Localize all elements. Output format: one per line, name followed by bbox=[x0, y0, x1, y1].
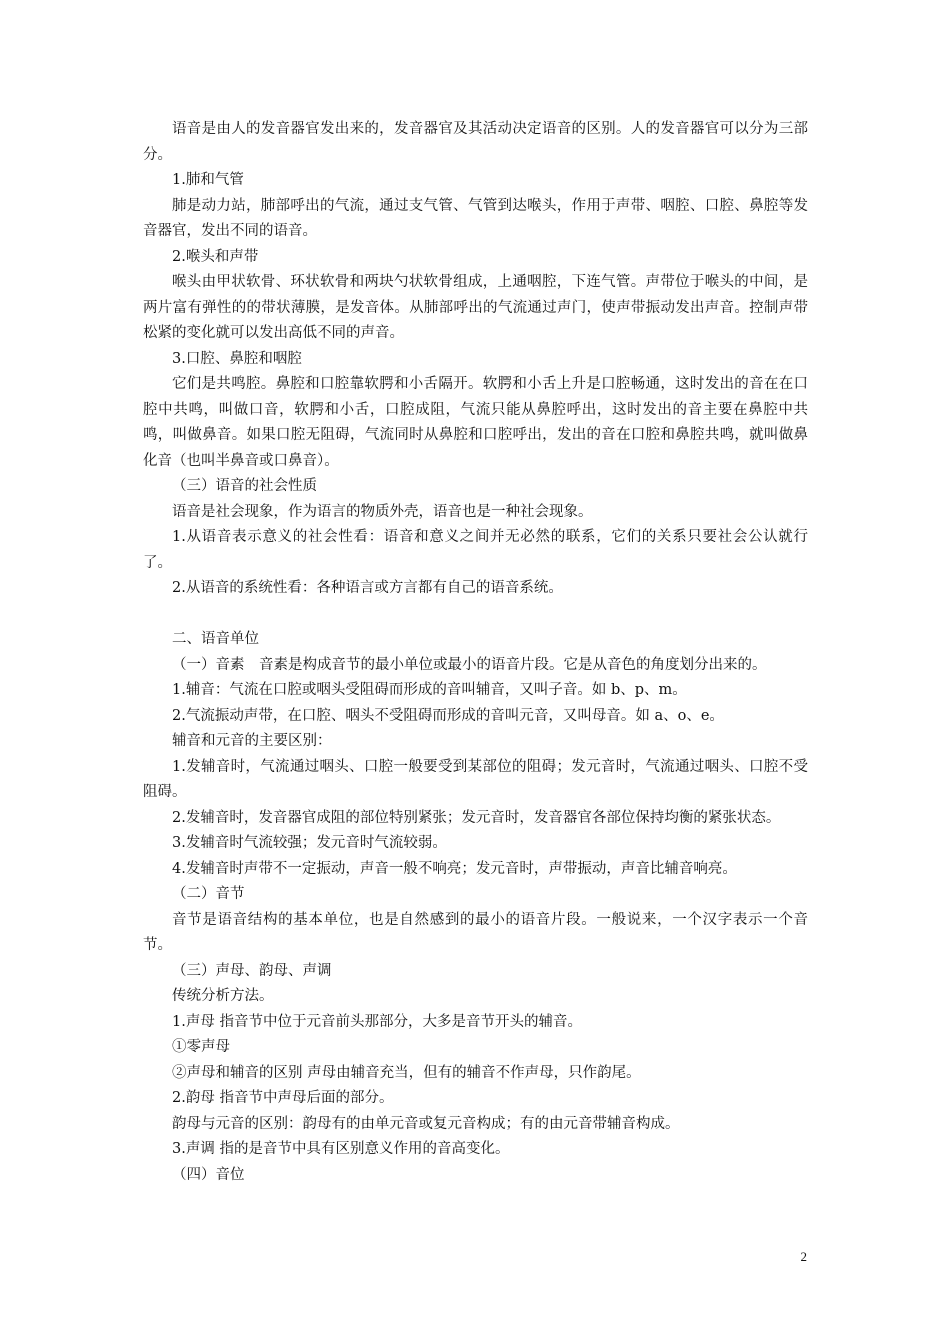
paragraph-difference-1: 1.发辅音时，气流通过咽头、口腔一般要受到某部位的阻碍；发元音时，气流通过咽头、口腔不受阻碍。 bbox=[143, 758, 808, 800]
paragraph-vowel: 2.气流振动声带，在口腔、咽头不受阻碍而形成的音叫元音，又叫母音。如 a、o、e。 bbox=[172, 707, 724, 724]
heading-larynx: 2.喉头和声带 bbox=[172, 248, 259, 265]
heading-cavities: 3.口腔、鼻腔和咽腔 bbox=[172, 350, 302, 367]
paragraph-final-vs-vowel: 韵母与元音的区别：韵母有的由单元音或复元音构成；有的由元音带辅音构成。 bbox=[172, 1115, 680, 1132]
heading-social-nature: （三）语音的社会性质 bbox=[172, 478, 317, 494]
paragraph-tone: 3.声调 指的是音节中具有区别意义作用的音高变化。 bbox=[172, 1141, 510, 1157]
paragraph-initial-vs-consonant: ②声母和辅音的区别 声母由辅音充当，但有的辅音不作声母，只作韵尾。 bbox=[172, 1064, 641, 1081]
paragraph-cavities: 它们是共鸣腔。鼻腔和口腔靠软腭和小舌隔开。软腭和小舌上升是口腔畅通，这时发出的音在在口腔中共鸣，叫做口音，软腭和小舌，口腔成阻，气流只能从鼻腔呼出，这时发出的音主要在鼻腔中共鸣，叫做鼻音。如果口腔无阻碍，气流同时从鼻腔和口腔呼出，发出的音在口腔和鼻腔共鸣，就叫做鼻化音（也叫半鼻音或口鼻音）。 bbox=[143, 376, 808, 469]
heading-lungs: 1.肺和气管 bbox=[172, 172, 244, 188]
paragraph-consonant: 1.辅音：气流在口腔或咽头受阻碍而形成的音叫辅音，又叫子音。如 b、p、m。 bbox=[172, 682, 687, 698]
paragraph-final: 2.韵母 指音节中声母后面的部分。 bbox=[172, 1090, 394, 1106]
page-number: 2 bbox=[800, 1249, 807, 1264]
paragraph-difference-2: 2.发辅音时，发音器官成阻的部位特别紧张；发元音时，发音器官各部位保持均衡的紧张状态。 bbox=[172, 809, 781, 826]
paragraph-social-nature: 语音是社会现象，作为语言的物质外壳，语音也是一种社会现象。 bbox=[172, 503, 593, 520]
paragraph-zero-initial: ①零声母 bbox=[172, 1039, 230, 1055]
paragraph-larynx: 喉头由甲状软骨、环状软骨和两块勺状软骨组成，上通咽腔，下连气管。声带位于喉头的中间，是两片富有弹性的的带状薄膜，是发音体。从肺部呼出的气流通过声门，使声带振动发出声音。控制声带松紧的变化就可以发出高低不同的声音。 bbox=[143, 274, 808, 341]
paragraph-syllable: 音节是语音结构的基本单位，也是自然感到的最小的语音片段。一般说来，一个汉字表示一个音节。 bbox=[143, 911, 808, 953]
paragraph-difference-4: 4.发辅音时声带不一定振动，声音一般不响亮；发元音时，声带振动，声音比辅音响亮。 bbox=[172, 860, 737, 877]
heading-initials-finals-tones: （三）声母、韵母、声调 bbox=[172, 962, 332, 979]
blank-line bbox=[143, 602, 808, 628]
paragraph-difference-3: 3.发辅音时气流较强；发元音时气流较弱。 bbox=[172, 835, 447, 851]
paragraph-phoneme: （一）音素 音素是构成音节的最小单位或最小的语音片段。它是从音色的角度划分出来的。 bbox=[172, 656, 767, 673]
heading-phoneme-category: （四）音位 bbox=[172, 1166, 245, 1183]
paragraph-intro: 语音是由人的发音器官发出来的，发音器官及其活动决定语音的区别。人的发音器官可以分为三部分。 bbox=[143, 121, 808, 163]
paragraph-social-point-1: 1.从语音表示意义的社会性看：语音和意义之间并无必然的联系，它们的关系只要社会公认就行了。 bbox=[143, 529, 808, 571]
paragraph-lungs: 肺是动力站，肺部呼出的气流，通过支气管、气管到达喉头，作用于声带、咽腔、口腔、鼻腔等发音器官，发出不同的语音。 bbox=[143, 197, 808, 239]
paragraph-traditional-method: 传统分析方法。 bbox=[172, 988, 274, 1004]
heading-speech-units: 二、语音单位 bbox=[172, 631, 259, 647]
paragraph-social-point-2: 2.从语音的系统性看：各种语言或方言都有自己的语音系统。 bbox=[172, 580, 563, 596]
heading-differences: 辅音和元音的主要区别： bbox=[172, 733, 332, 749]
heading-syllable: （二）音节 bbox=[172, 886, 245, 902]
document-body bbox=[143, 117, 808, 1188]
paragraph-initial: 1.声母 指音节中位于元音前头那部分，大多是音节开头的辅音。 bbox=[172, 1013, 582, 1030]
